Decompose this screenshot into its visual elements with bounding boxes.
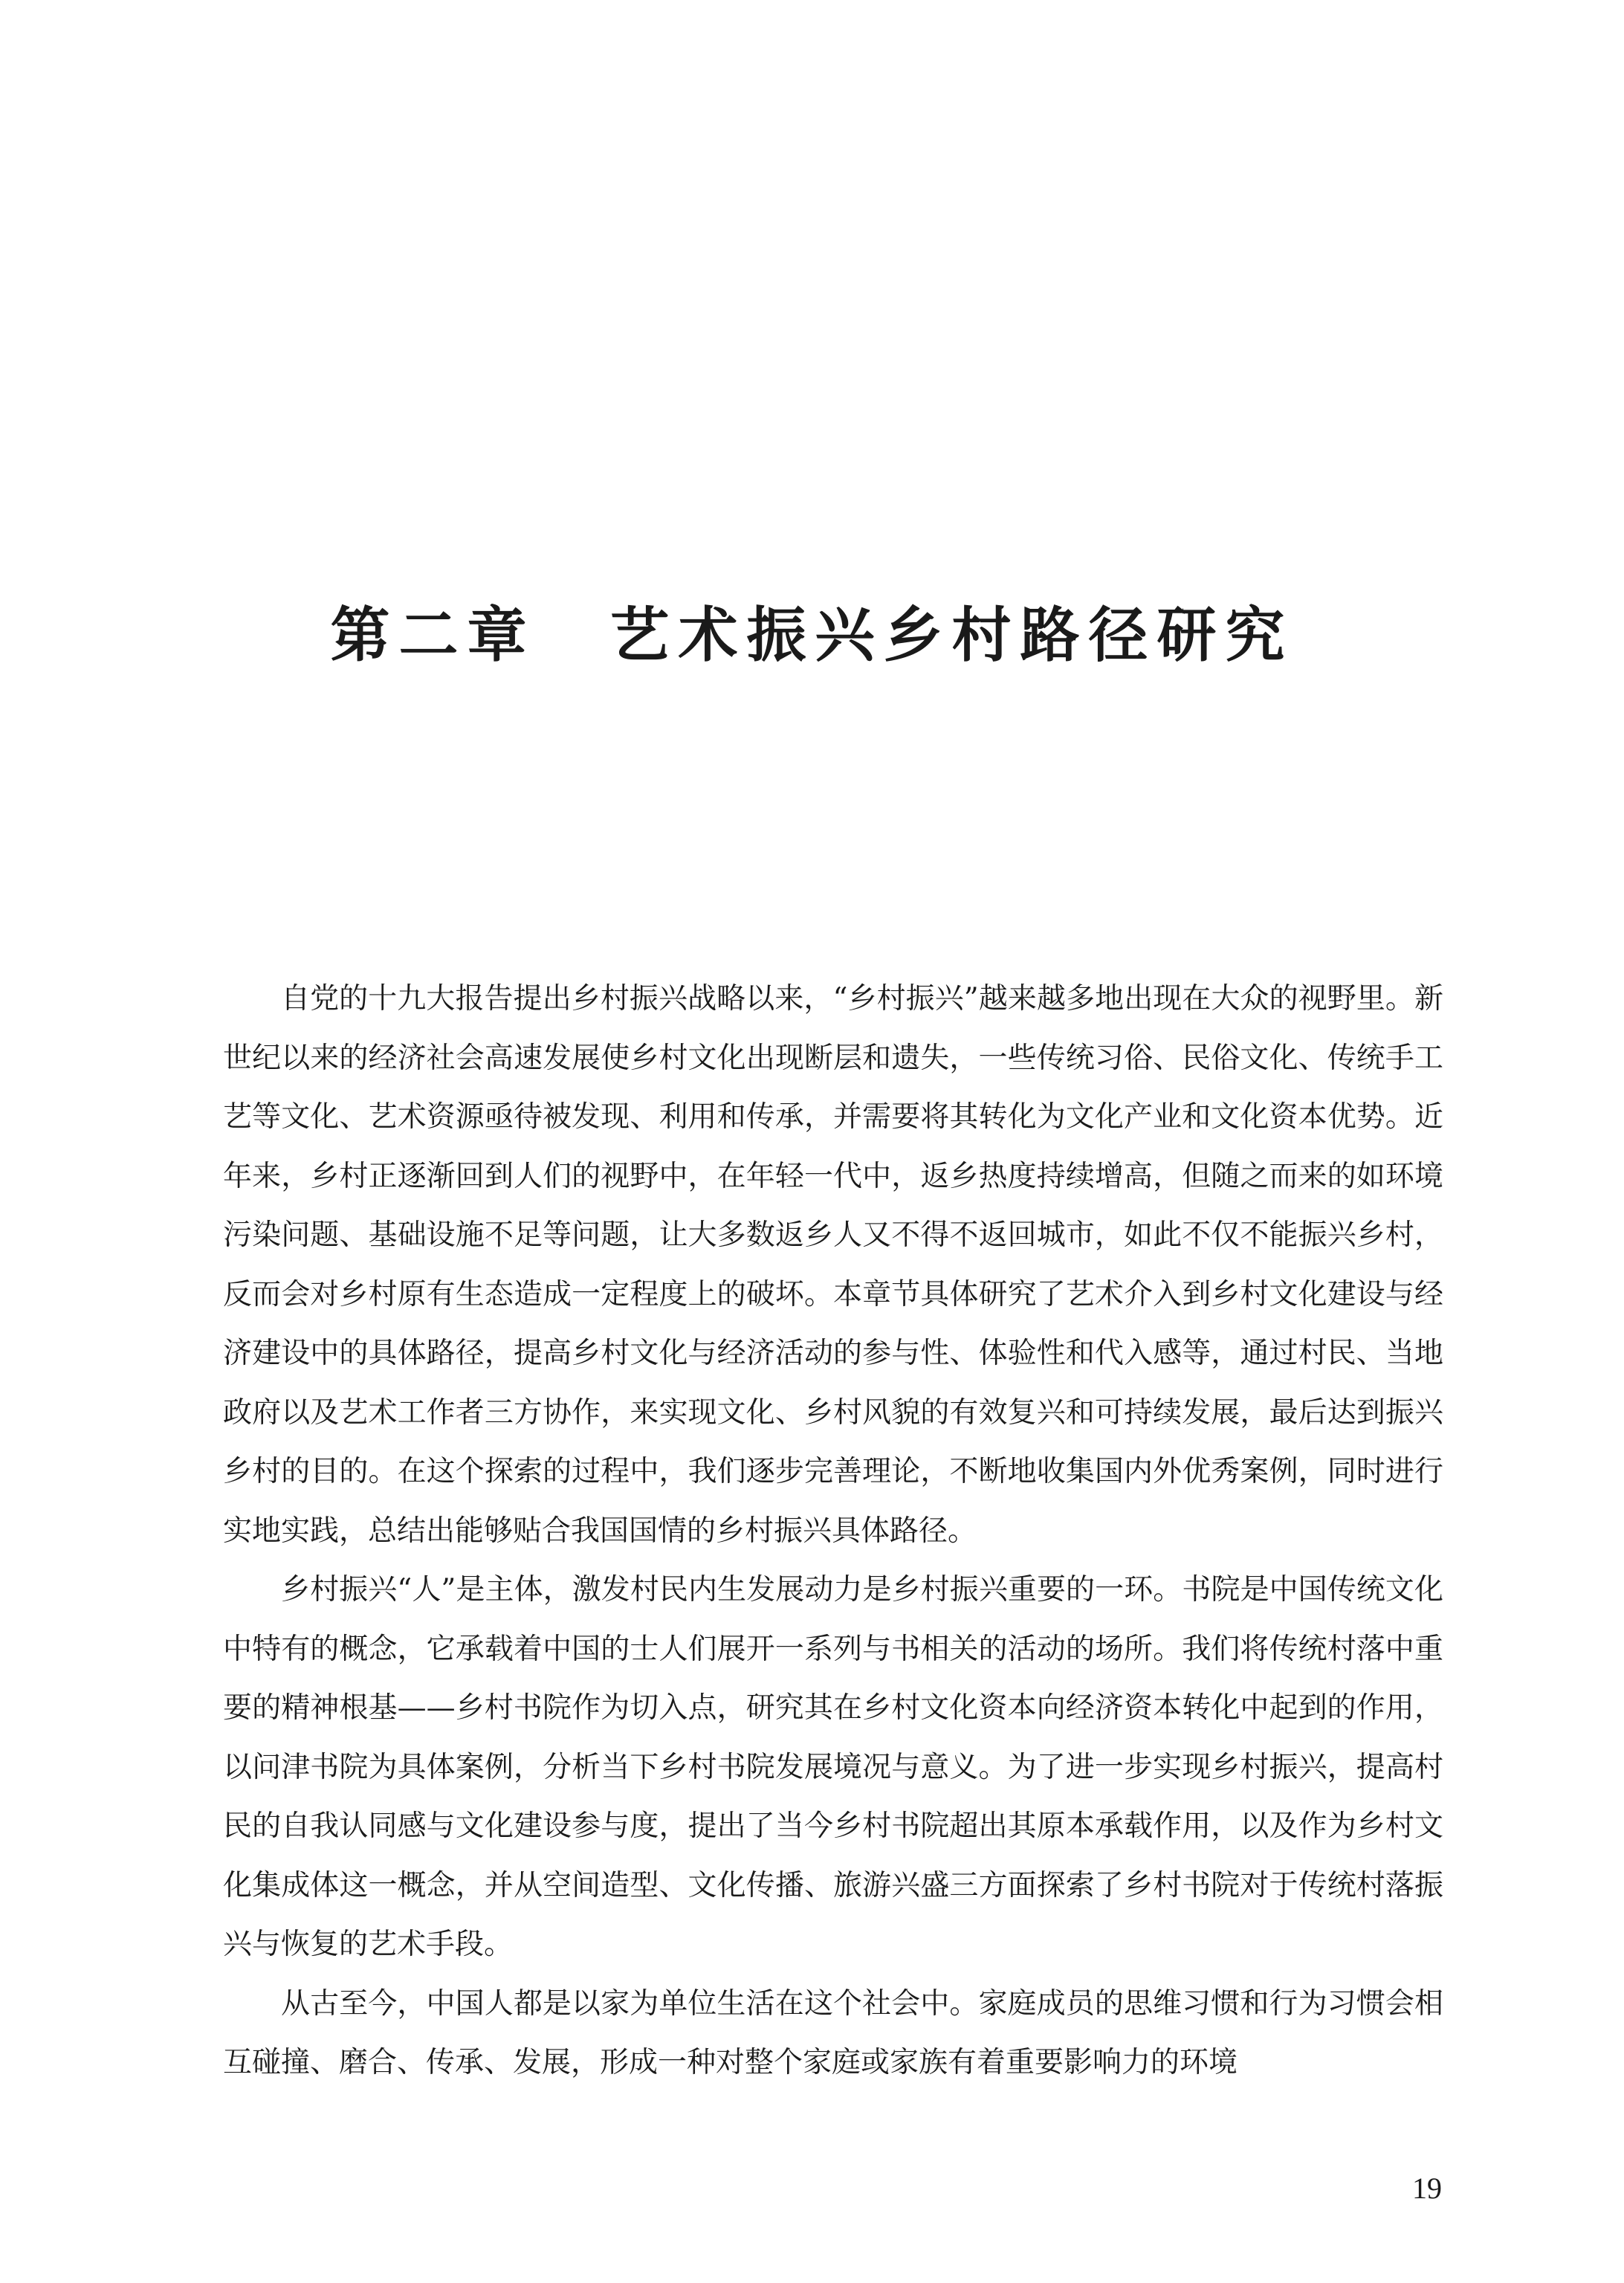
paragraph-1: 自党的十九大报告提出乡村振兴战略以来，“乡村振兴”越来越多地出现在大众的视野里。新世纪以来的经济社会高速发展使乡村文化出现断层和遗失，一些传统习俗、民俗文化、传统手工艺等文化、艺术资源亟待被发现、利用和传承，并需要将其转化为文化产业和文化资本优势。近年来，乡村正逐渐回到人们的视野中，在年轻一代中，返乡热度持续增高，但随之而来的如环境污染问题、基础设施不足等问题，让大多数返乡人又不得不返回城市，如此不仅不能振兴乡村，反而会对乡村原有生态造成一定程度上的破坏。本章节具体研究了艺术介入到乡村文化建设与经济建设中的具体路径，提高乡村文化与经济活动的参与性、体验性和代入感等，通过村民、当地政府以及艺术工作者三方协作，来实现文化、乡村风貌的有效复兴和可持续发展，最后达到振兴乡村的目的。在这个探索的过程中，我们逐步完善理论，不断地收集国内外优秀案例，同时进行实地实践，总结出能够贴合我国国情的乡村振兴具体路径。 [223,982,1443,1548]
paragraph-3: 从古至今，中国人都是以家为单位生活在这个社会中。家庭成员的思维习惯和行为习惯会相互碰撞、磨合、传承、发展，形成一种对整个家庭或家族有着重要影响力的环境 [223,1986,1443,2079]
body-text [223,969,1443,2093]
page-number: 19 [1412,2171,1442,2205]
paragraph-2: 乡村振兴“人”是主体，激发村民内生发展动力是乡村振兴重要的一环。书院是中国传统文化中特有的概念，它承载着中国的士人们展开一系列与书相关的活动的场所。我们将传统村落中重要的精神根基——乡村书院作为切入点，研究其在乡村文化资本向经济资本转化中起到的作用，以问津书院为具体案例，分析当下乡村书院发展境况与意义。为了进一步实现乡村振兴，提高村民的自我认同感与文化建设参与度，提出了当今乡村书院超出其原本承载作用，以及作为乡村文化集成体这一概念，并从空间造型、文化传播、旅游兴盛三方面探索了乡村书院对于传统村落振兴与恢复的艺术手段。 [223,1573,1443,1961]
chapter-title: 艺术振兴乡村路径研究 [609,601,1294,670]
chapter-heading [0,587,1624,673]
chapter-number: 第二章 [330,601,536,670]
